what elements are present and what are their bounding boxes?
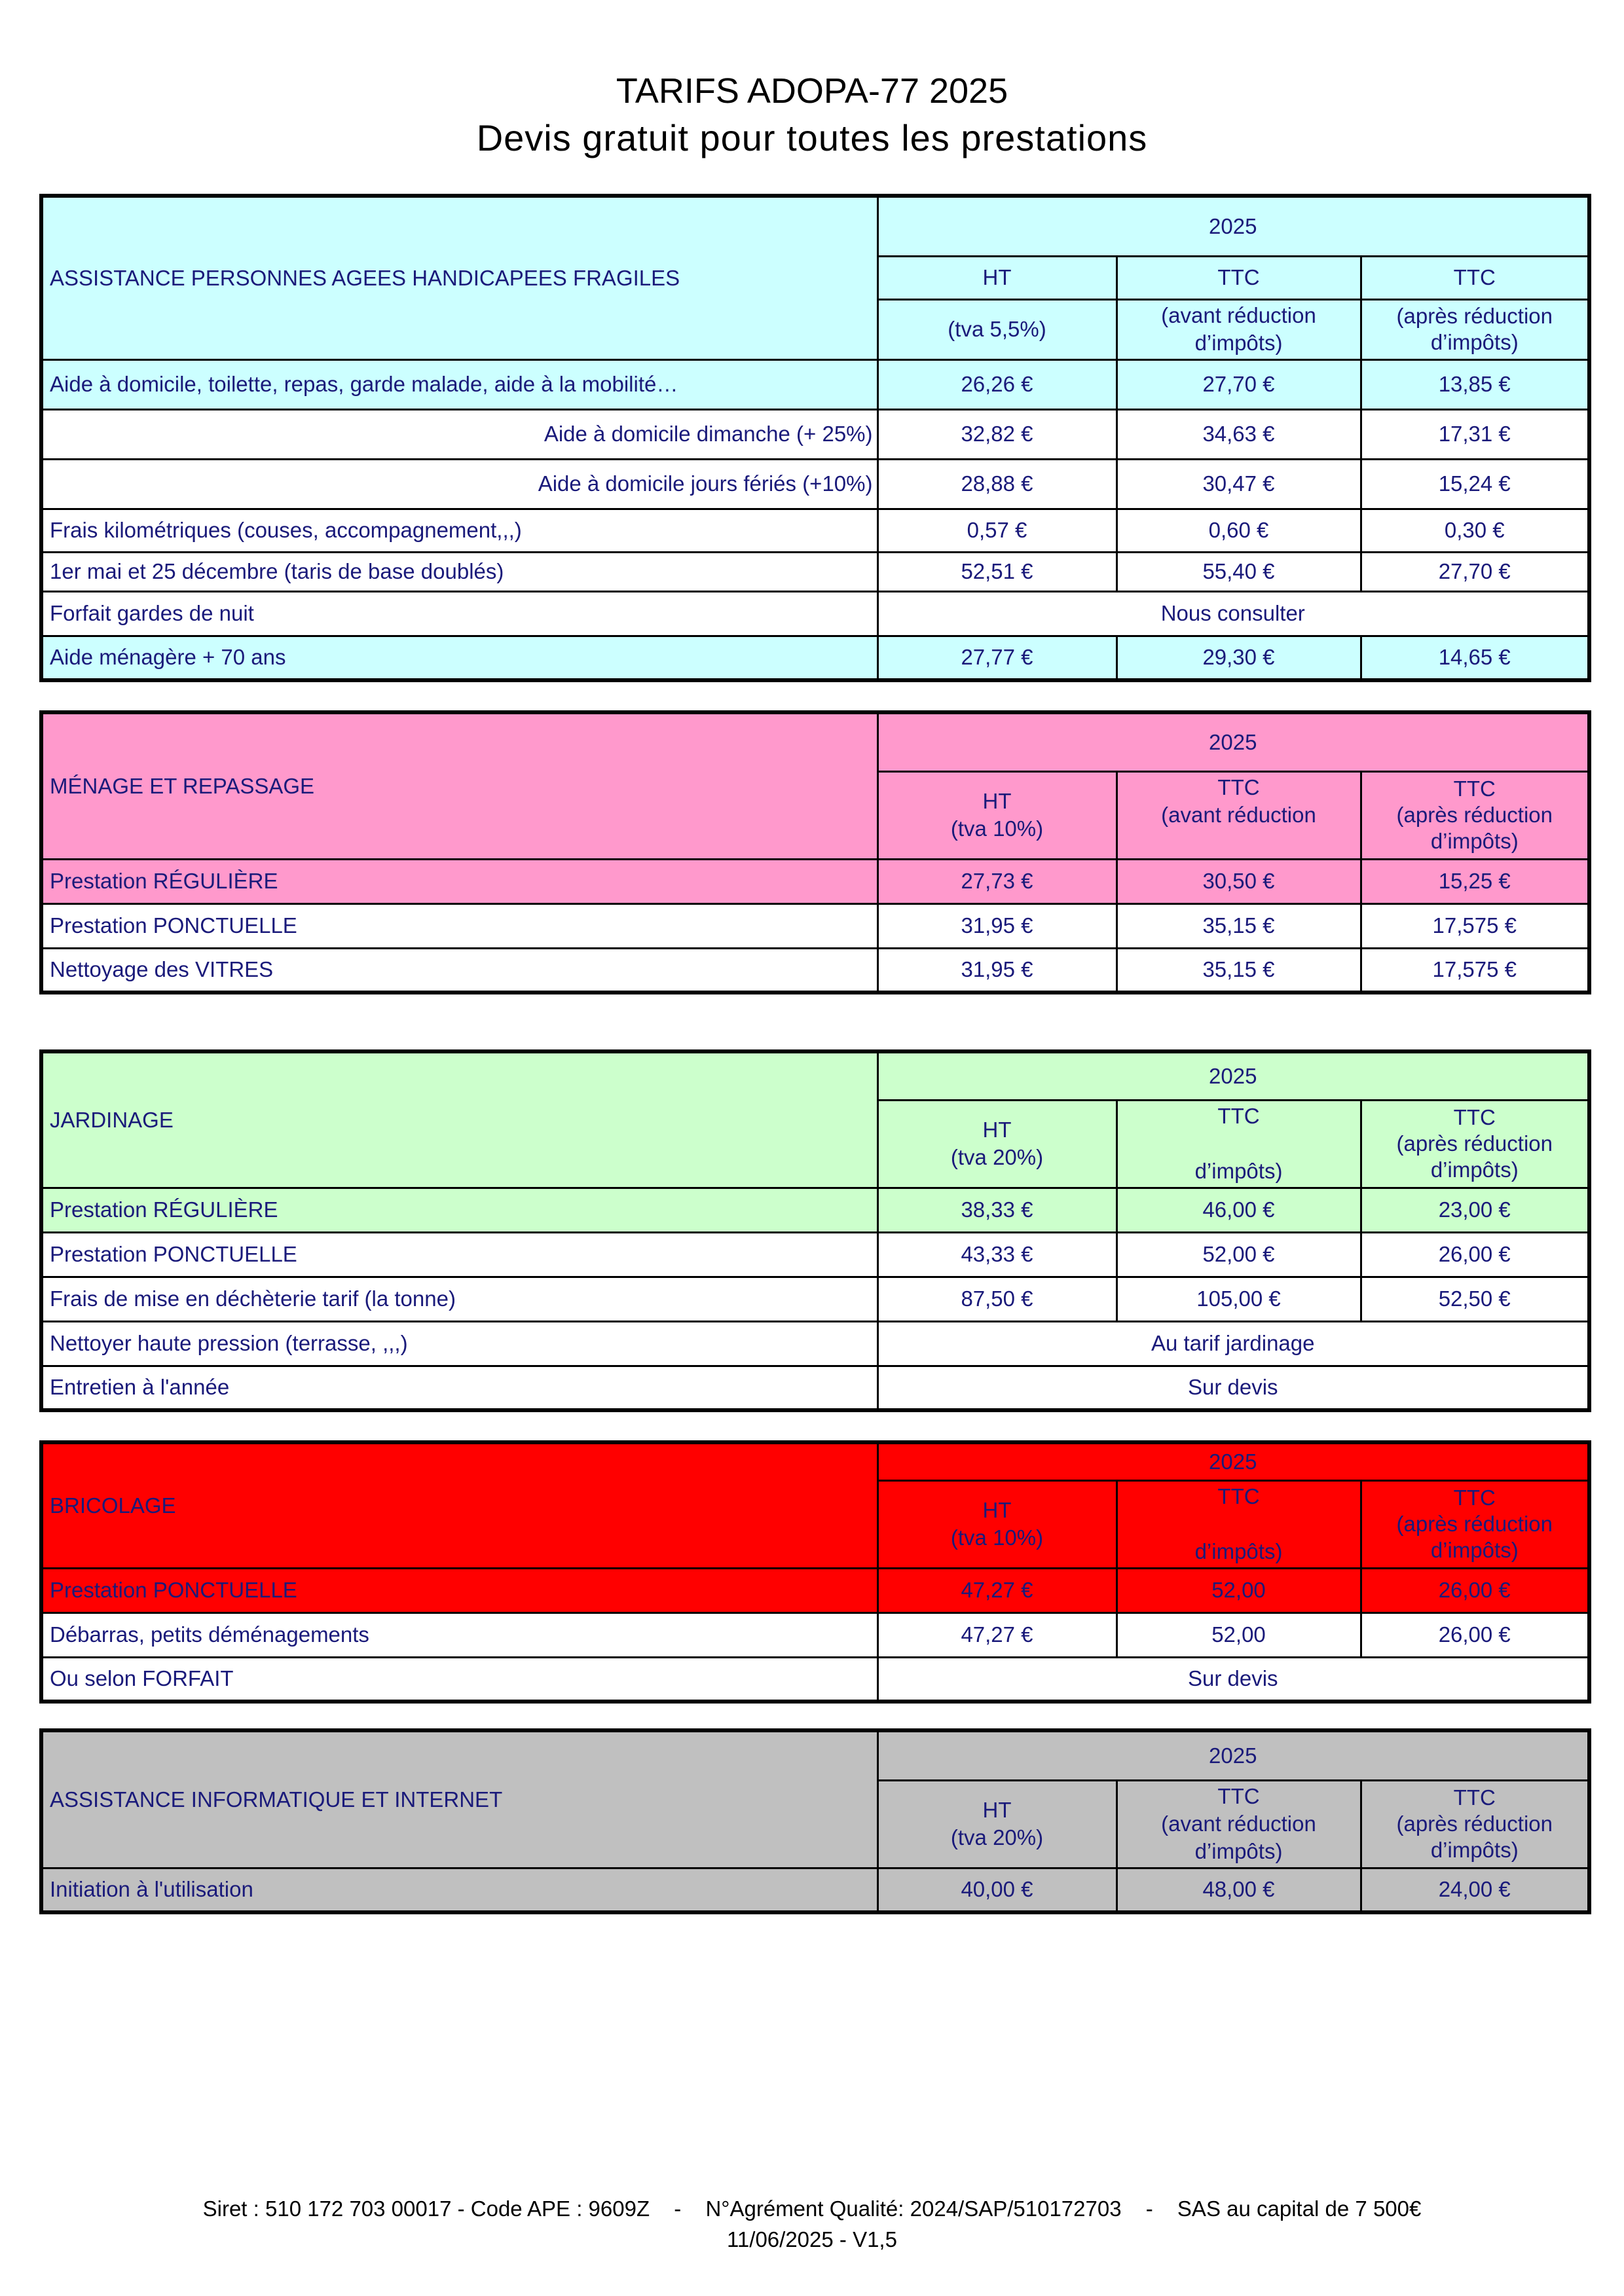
table-bricolage [39, 1440, 1591, 1704]
page-subtitle: Devis gratuit pour toutes les prestations [476, 117, 1148, 158]
year-header: 2025 [877, 712, 1589, 771]
price-ht: 32,82 € [877, 409, 1116, 459]
price-ht: 31,95 € [877, 903, 1116, 948]
apres-reduction-header: (après réduction d’impôts) [1361, 299, 1589, 359]
row-label: Prestation RÉGULIÈRE [41, 859, 877, 903]
price-ttc-after: 15,24 € [1361, 459, 1589, 509]
price-ttc-after: 17,575 € [1361, 903, 1589, 948]
price-ttc-after: 26,00 € [1361, 1568, 1589, 1613]
ttc-after-header: TTC (après réduction d’impôts) [1361, 771, 1589, 859]
table-row [41, 1188, 1589, 1232]
year-header: 2025 [877, 1442, 1589, 1480]
table-row [41, 552, 1589, 591]
price-ht: 28,88 € [877, 459, 1116, 509]
table-row [41, 1568, 1589, 1613]
merged-price: Sur devis [877, 1366, 1589, 1410]
price-ttc-after: 52,50 € [1361, 1277, 1589, 1321]
price-ttc: 30,47 € [1116, 459, 1361, 509]
ttc-after-header: TTC [1361, 256, 1589, 299]
price-ht: 87,50 € [877, 1277, 1116, 1321]
row-label: Aide à domicile, toilette, repas, garde malade, aide à la mobilité… [41, 359, 877, 409]
avant-reduction-header: (avant réduction d’impôts) [1116, 299, 1361, 359]
row-label: Ou selon FORFAIT [41, 1657, 877, 1702]
price-ttc-after: 24,00 € [1361, 1868, 1589, 1912]
ttc-after-header: TTC (après réduction d’impôts) [1361, 1480, 1589, 1568]
price-ttc-after: 14,65 € [1361, 636, 1589, 680]
table-row [41, 1321, 1589, 1366]
table-row [41, 409, 1589, 459]
page-title: TARIFS ADOPA-77 2025 [616, 71, 1008, 111]
row-label: Frais kilométriques (couses, accompagnement,,,) [41, 509, 877, 552]
year-header: 2025 [877, 1730, 1589, 1780]
ttc-header: TTC d’impôts) [1116, 1100, 1361, 1188]
price-ht: 52,51 € [877, 552, 1116, 591]
table-menage-repassage [39, 710, 1591, 994]
row-label: Nettoyage des VITRES [41, 948, 877, 993]
table-assistance-informatique [39, 1728, 1591, 1914]
price-ttc: 52,00 [1116, 1568, 1361, 1613]
ttc-after-header: TTC (après réduction d’impôts) [1361, 1780, 1589, 1868]
tva-header: (tva 5,5%) [877, 299, 1116, 359]
ttc-header: TTC d’impôts) [1116, 1480, 1361, 1568]
row-label: Prestation PONCTUELLE [41, 1568, 877, 1613]
price-ttc-after: 17,31 € [1361, 409, 1589, 459]
merged-price: Sur devis [877, 1657, 1589, 1702]
year-header: 2025 [877, 196, 1589, 256]
table-row [41, 591, 1589, 636]
price-ttc-after: 26,00 € [1361, 1613, 1589, 1657]
section-title: JARDINAGE [41, 1051, 877, 1188]
price-ttc: 48,00 € [1116, 1868, 1361, 1912]
price-ttc: 29,30 € [1116, 636, 1361, 680]
table-row [41, 859, 1589, 903]
price-ttc-after: 13,85 € [1361, 359, 1589, 409]
ttc-header: TTC (avant réduction d’impôts) [1116, 1780, 1361, 1868]
row-label: Aide à domicile jours fériés (+10%) [41, 459, 877, 509]
row-label: Prestation PONCTUELLE [41, 1232, 877, 1277]
price-ht: 47,27 € [877, 1568, 1116, 1613]
price-ht: 27,77 € [877, 636, 1116, 680]
price-ttc: 52,00 € [1116, 1232, 1361, 1277]
footer-version: 11/06/2025 - V1,5 [727, 2227, 897, 2251]
price-ttc-after: 26,00 € [1361, 1232, 1589, 1277]
price-ttc: 0,60 € [1116, 509, 1361, 552]
row-label: Nettoyer haute pression (terrasse, ,,,) [41, 1321, 877, 1366]
merged-price: Au tarif jardinage [877, 1321, 1589, 1366]
row-label: Forfait gardes de nuit [41, 591, 877, 636]
price-ttc-after: 17,575 € [1361, 948, 1589, 993]
price-ht: 27,73 € [877, 859, 1116, 903]
price-ht: 47,27 € [877, 1613, 1116, 1657]
price-ttc: 35,15 € [1116, 948, 1361, 993]
price-ht: 38,33 € [877, 1188, 1116, 1232]
price-ttc: 55,40 € [1116, 552, 1361, 591]
price-ttc: 35,15 € [1116, 903, 1361, 948]
table-row [41, 1657, 1589, 1702]
table-row [41, 948, 1589, 993]
price-ht: 0,57 € [877, 509, 1116, 552]
row-label: 1er mai et 25 décembre (taris de base doublés) [41, 552, 877, 591]
price-ht: 40,00 € [877, 1868, 1116, 1912]
section-title: BRICOLAGE [41, 1442, 877, 1568]
price-ttc: 46,00 € [1116, 1188, 1361, 1232]
price-ht: 31,95 € [877, 948, 1116, 993]
price-ttc: 27,70 € [1116, 359, 1361, 409]
table-row [41, 903, 1589, 948]
ht-header: HT (tva 20%) [877, 1100, 1116, 1188]
ttc-after-header: TTC (après réduction d’impôts) [1361, 1100, 1589, 1188]
table-row [41, 459, 1589, 509]
table-row [41, 359, 1589, 409]
row-label: Aide ménagère + 70 ans [41, 636, 877, 680]
footer-separator: - [1145, 2196, 1153, 2221]
ht-header: HT [877, 256, 1116, 299]
footer-capital: SAS au capital de 7 500€ [1177, 2196, 1422, 2221]
section-title: ASSISTANCE INFORMATIQUE ET INTERNET [41, 1730, 877, 1868]
price-ttc: 34,63 € [1116, 409, 1361, 459]
ttc-header: TTC (avant réduction [1116, 771, 1361, 859]
table-jardinage [39, 1049, 1591, 1412]
footer-siret: Siret : 510 172 703 00017 - Code APE : 9609Z [202, 2196, 650, 2221]
table-row [41, 1277, 1589, 1321]
merged-price: Nous consulter [877, 591, 1589, 636]
price-ttc: 30,50 € [1116, 859, 1361, 903]
ht-header: HT (tva 10%) [877, 771, 1116, 859]
row-label: Initiation à l'utilisation [41, 1868, 877, 1912]
table-row [41, 636, 1589, 680]
table-row [41, 1366, 1589, 1410]
price-ttc-after: 23,00 € [1361, 1188, 1589, 1232]
price-ttc-after: 27,70 € [1361, 552, 1589, 591]
row-label: Aide à domicile dimanche (+ 25%) [41, 409, 877, 459]
price-ht: 43,33 € [877, 1232, 1116, 1277]
footer-legal [0, 2196, 1624, 2221]
footer-agrement: N°Agrément Qualité: 2024/SAP/510172703 [705, 2196, 1122, 2221]
price-ht: 26,26 € [877, 359, 1116, 409]
row-label: Prestation PONCTUELLE [41, 903, 877, 948]
table-row [41, 1232, 1589, 1277]
footer-separator: - [674, 2196, 682, 2221]
row-label: Débarras, petits déménagements [41, 1613, 877, 1657]
section-title: ASSISTANCE PERSONNES AGEES HANDICAPEES FRAGILES [41, 196, 877, 359]
price-ttc-after: 15,25 € [1361, 859, 1589, 903]
year-header: 2025 [877, 1051, 1589, 1100]
row-label: Frais de mise en déchèterie tarif (la tonne) [41, 1277, 877, 1321]
ttc-header: TTC [1116, 256, 1361, 299]
table-row [41, 1868, 1589, 1912]
ht-header: HT (tva 10%) [877, 1480, 1116, 1568]
ht-header: HT (tva 20%) [877, 1780, 1116, 1868]
table-assistance-personnes [39, 194, 1591, 682]
price-ttc: 105,00 € [1116, 1277, 1361, 1321]
table-row [41, 509, 1589, 552]
section-title: MÉNAGE ET REPASSAGE [41, 712, 877, 859]
price-ttc-after: 0,30 € [1361, 509, 1589, 552]
row-label: Prestation RÉGULIÈRE [41, 1188, 877, 1232]
table-row [41, 1613, 1589, 1657]
row-label: Entretien à l'année [41, 1366, 877, 1410]
price-ttc: 52,00 [1116, 1613, 1361, 1657]
